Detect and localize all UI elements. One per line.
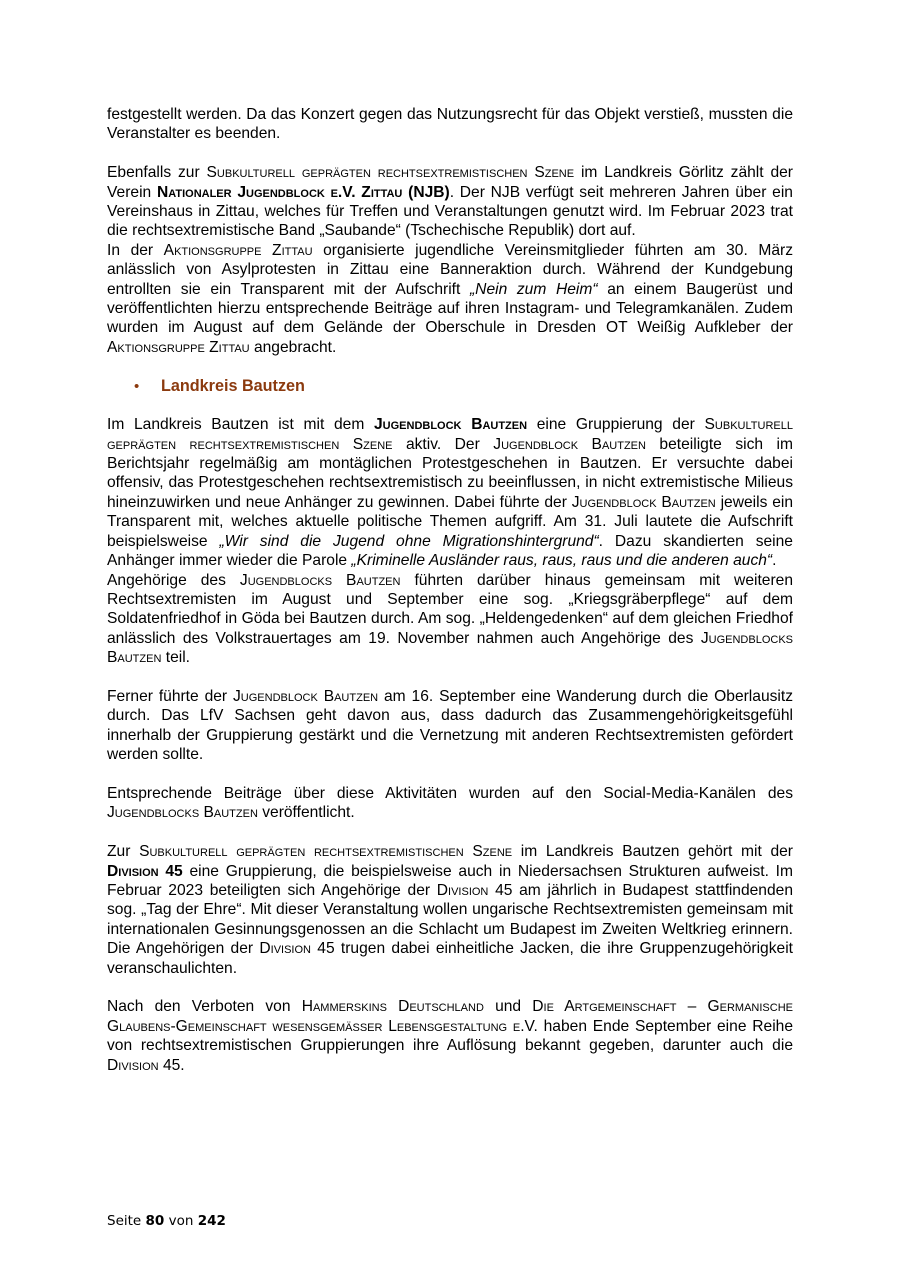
term-aktionsgruppe: Aktionsgruppe Zittau [163, 241, 313, 259]
text: festgestellt werden. Da das Konzert gegen das Nutzungsrecht für das Objekt verstieß, mussten die Veranstalter es beenden. [107, 106, 793, 143]
term-subkulturell-szene: Subkulturell geprägten rechtsextremistischen Szene [139, 843, 513, 861]
text: Zur [107, 843, 140, 861]
text: Im Landkreis Bautzen ist mit dem [107, 416, 374, 434]
paragraph-division45 [107, 842, 793, 978]
text: Ebenfalls zur [107, 164, 207, 182]
quote-transparent: „Wir sind die Jugend ohne Migrationshintergrund“ [219, 532, 599, 550]
term-jugendblock: Jugendblock Bautzen [233, 687, 379, 705]
total-pages: 242 [197, 1213, 226, 1229]
text: beteiligte sich im Berichtsjahr regelmäßig am montäglichen Protestgeschehen in Bautzen. Er versuchte dabei offensiv, das Protestgeschehen rechtsextremistisch zu beeinflussen, in nicht extremistische Milieus hineinzuwirken und neue Anhänger zu gewinnen. Dabei führte der [107, 435, 793, 511]
section-heading [107, 376, 793, 396]
text: haben Ende September eine Reihe von rechtsextremistischen Gruppierungen ihre Auflösung bekannt gegeben, darunter auch die [107, 1017, 794, 1055]
term-jugendblock: Jugendblock Bautzen [493, 435, 646, 453]
text: im Landkreis Görlitz zählt der Verein [107, 164, 793, 201]
text: und [483, 998, 533, 1016]
term-jugendblock: Jugendblocks Bautzen [239, 571, 401, 589]
term-division: Division [436, 881, 489, 899]
term-jugendblock: Jugendblocks Bautzen [107, 804, 258, 822]
text: . Dazu skandierten seine Anhänger immer wieder die Parole [107, 532, 793, 570]
text: organisierte jugendliche Vereinsmitglieder führten am 30. März anlässlich von Asylprotesten in Zittau eine Banneraktion durch. Während der Kundgebung entrollten sie ein Transparent mit der Aufschrift [107, 241, 793, 298]
term-njb: Nationaler Jugendblock e.V. Zittau [156, 183, 403, 201]
term-jugendblock: Jugendblock Bautzen [571, 493, 716, 511]
paragraph-aktionsgruppe [107, 241, 793, 357]
paragraph-kriegsgraeber [107, 571, 793, 668]
quote-parole: „Kriminelle Ausländer raus, raus, raus und die anderen auch“ [351, 552, 773, 570]
paragraph-verbote [107, 997, 793, 1075]
term-njb-abbrev: (NJB) [402, 183, 450, 201]
term-division45: Division 45 [107, 862, 183, 880]
text: 45. [158, 1056, 185, 1074]
paragraph-wanderung [107, 687, 793, 765]
text: Entsprechende Beiträge über diese Aktivitäten wurden auf den Social-Media-Kanälen des [107, 784, 793, 802]
text: 45 am jährlich in Budapest stattfindenden sog. „Tag der Ehre“. Mit dieser Veranstaltung wollen ungarische Rechtsextremisten gemeinsam mit internationalen Gesinnungsgenossen an die Schlacht um Budapest im Zweiten Weltkrieg erinnern. Die Angehörigen der [107, 881, 793, 958]
text: . Der NJB verfügt seit mehreren Jahren über ein Vereinshaus in Zittau, welches für Treffen und Veranstaltungen genutzt wird. Im Februar 2023 trat die rechtsextremistische Band „Saubande“ (Tschechische Republik) dort auf. [107, 183, 793, 240]
quote-banner: „Nein zum Heim“ [469, 280, 598, 298]
text: . [772, 552, 777, 570]
term-jugendblock: Jugendblock Bautzen [374, 416, 528, 434]
term-subkulturell-szene: Subkulturell geprägten rechtsextremistischen Szene [107, 416, 793, 453]
section-title: Landkreis Bautzen [161, 377, 305, 396]
page-number [107, 1212, 226, 1230]
text: 45 trugen dabei einheitliche Jacken, die ihre Gruppenzugehörigkeit veranschaulichten. [107, 940, 793, 977]
text: jeweils ein Transparent mit, welches aktuelle politische Themen aufgriff. Am 31. Juli lautete die Aufschrift beispielsweise [107, 493, 794, 550]
term-subkulturell-szene: Subkulturell geprägten rechtsextremistischen Szene [206, 164, 575, 182]
text: eine Gruppierung der [527, 416, 705, 434]
text: an einem Baugerüst und veröffentlichten hierzu entsprechende Beiträge auf ihren Instagram- und Telegramkanälen. Zudem wurden im August auf dem Gelände der Oberschule in Dresden OT Weißig Aufkleber der [107, 280, 794, 337]
document-body [107, 105, 793, 1075]
text: am 16. September eine Wanderung durch die Oberlausitz durch. Das LfV Sachsen geht davon aus, dass dadurch das Zusammengehörigkeitsgefühl innerhalb der Gruppierung gestärkt und die Vernetzung mit anderen Rechtsextremisten gefördert werden sollte. [107, 687, 794, 764]
term-division: Division [107, 1056, 159, 1074]
text: Angehörige des [107, 571, 240, 589]
text: veröffentlicht. [257, 804, 355, 822]
term-division: Division [259, 940, 311, 958]
text: im Landkreis Bautzen gehört mit der [512, 843, 794, 861]
term-hammerskins: Hammerskins Deutschland [301, 998, 484, 1016]
text: aktiv. Der [392, 435, 494, 453]
text: In der [107, 241, 164, 259]
term-jugendblock: Jugendblocks Bautzen [107, 629, 793, 667]
term-aktionsgruppe: Aktionsgruppe Zittau [107, 338, 250, 356]
text: Ferner führte der [107, 687, 233, 705]
text: Seite [107, 1213, 146, 1229]
text: eine Gruppierung, die beispielsweise auch in Niedersachsen Strukturen aufweist. Im Februar 2023 beteiligten sich Angehörige der [107, 862, 793, 899]
current-page: 80 [145, 1213, 165, 1229]
text: teil. [161, 649, 191, 667]
text: Nach den Verboten von [107, 998, 302, 1016]
paragraph-jugendblock [107, 415, 793, 570]
text: führten darüber hinaus gemeinsam mit weiteren Rechtsextremisten im August und September eine sog. „Kriegsgräberpflege“ auf dem Soldatenfriedhof in Göda bei Bautzen durch. Am sog. „Heldengedenken“ auf dem gleichen Friedhof anlässlich des Volkstrauertages am 19. November nahmen auch Angehörige des [107, 571, 793, 647]
term-artgemeinschaft: Die Artgemeinschaft – Germanische Glaubens-Gemeinschaft wesensgemäßer Lebensgestaltung e.V. [107, 998, 793, 1035]
text: angebracht. [249, 338, 337, 356]
bullet-icon: • [134, 377, 140, 395]
paragraph-njb [107, 163, 793, 241]
paragraph-concert [107, 105, 793, 144]
text: von [164, 1213, 198, 1229]
paragraph-social-media [107, 784, 793, 823]
